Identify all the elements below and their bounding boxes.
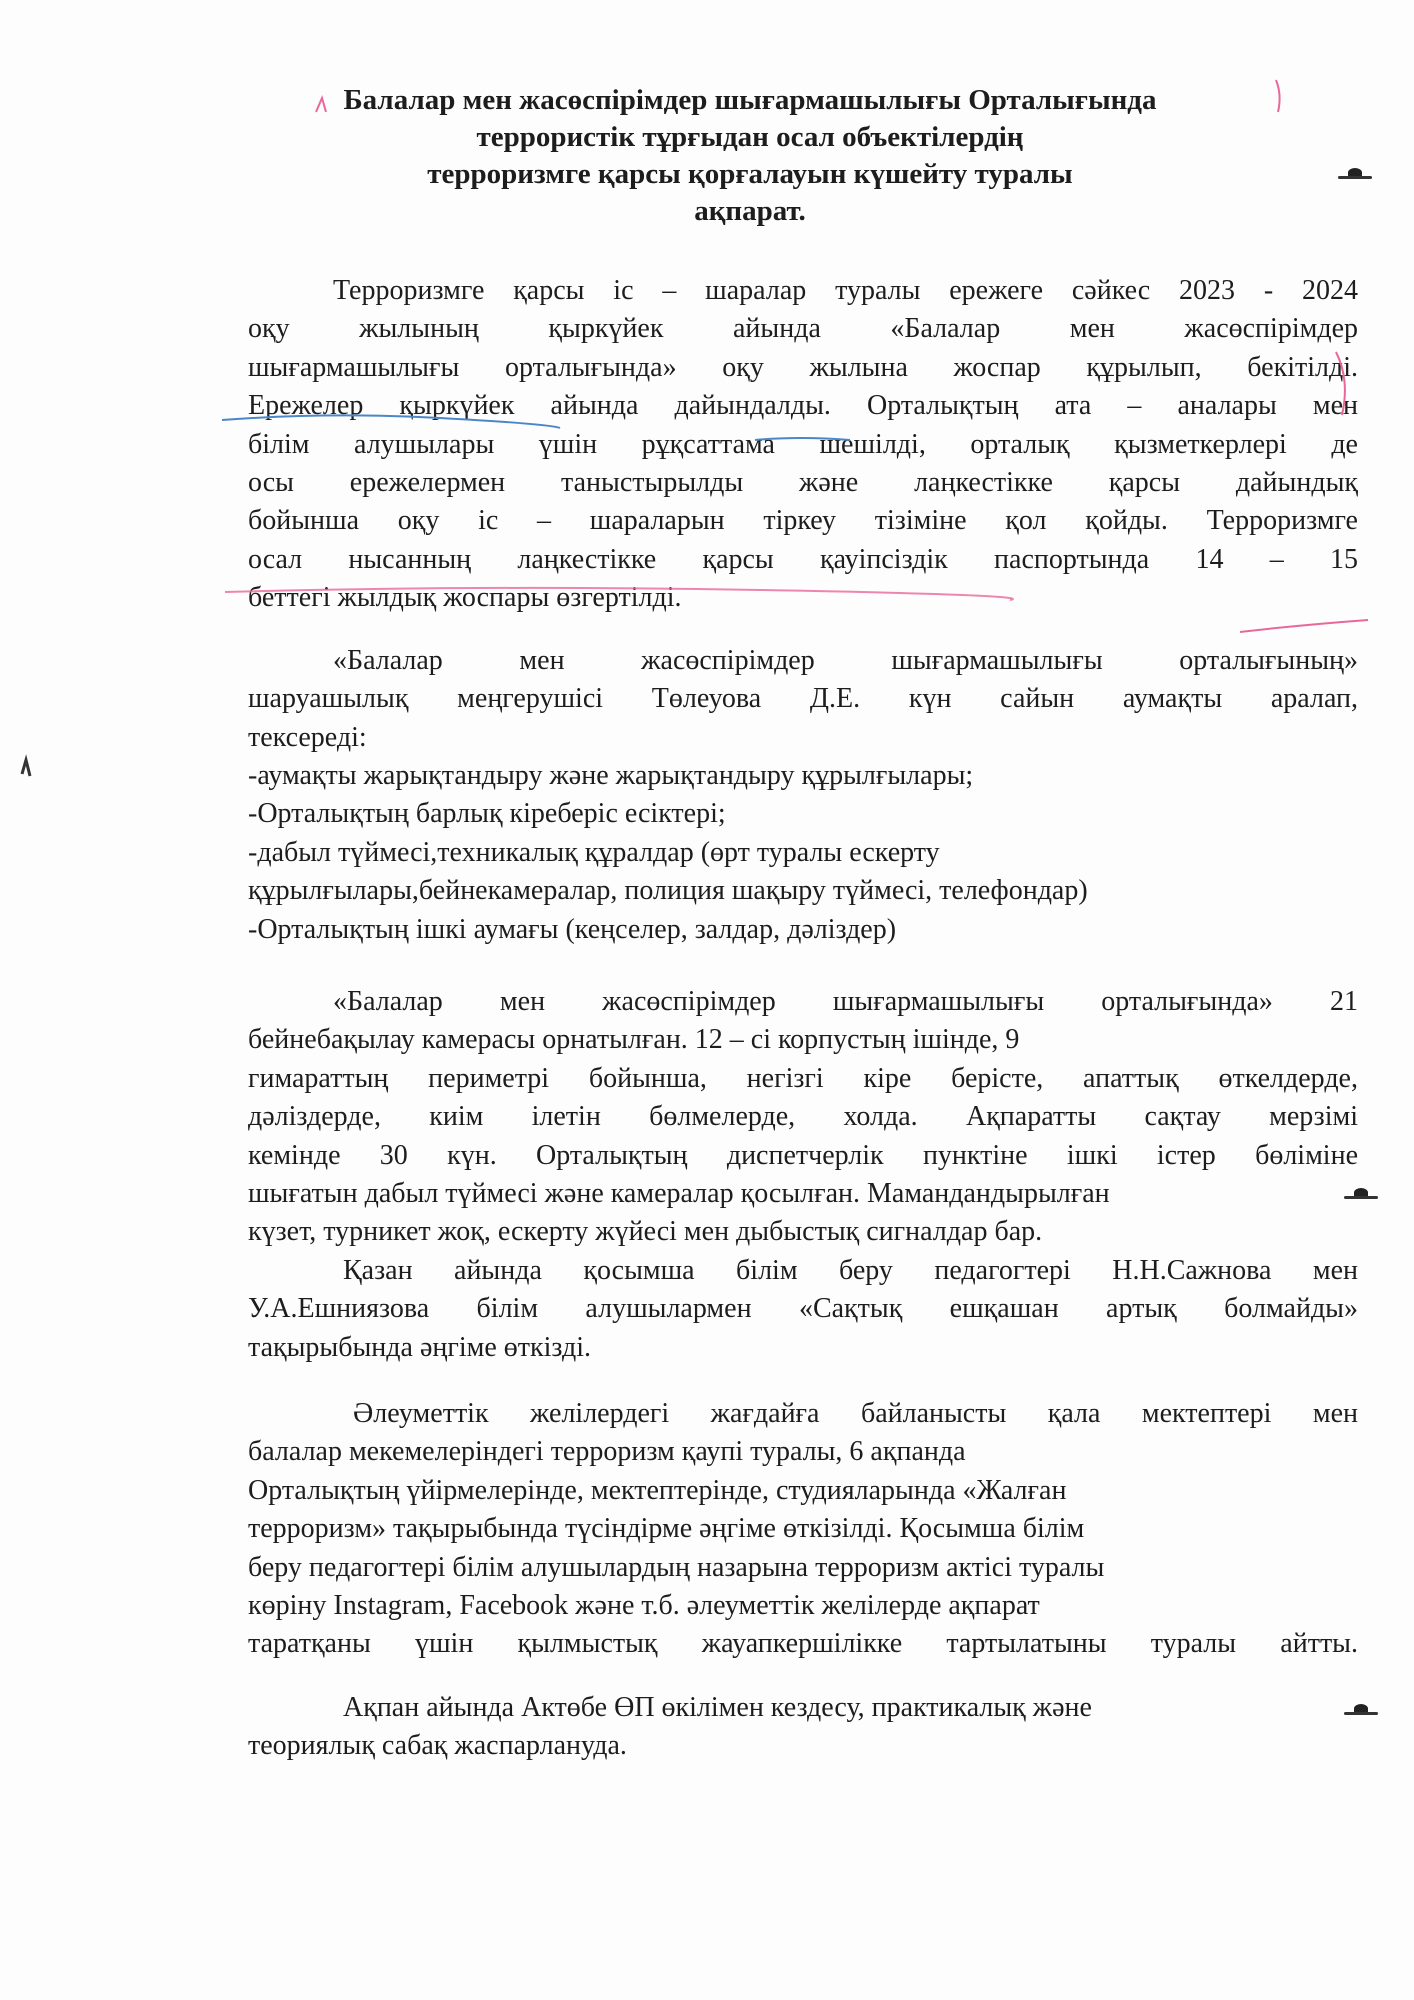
text-line: осы ережелермен таныстырылды және лаңкестікке қарсы дайындық [248, 467, 1358, 499]
paragraph-6 [248, 1689, 1358, 1766]
text-line: Ережелер қыркүйек айында дайындалды. Орталықтың ата – аналары мен [248, 390, 1358, 422]
text-line: тексереді: [248, 721, 367, 753]
paragraph-5 [248, 1395, 1358, 1664]
list-item: -Орталықтың ішкі аумағы (кеңселер, залдар, дәліздер) [248, 913, 897, 945]
text-line: тақырыбында әңгіме өткізді. [248, 1331, 591, 1363]
text-line: бейнебақылау камерасы орнатылған. 12 – сі корпустың ішінде, 9 [248, 1024, 1020, 1056]
title-line-2: террористік тұрғыдан осал объектілердің [476, 121, 1024, 153]
text-line: терроризм» тақырыбында түсіндірме әңгіме өткізілді. Қосымша білім [248, 1513, 1085, 1545]
paragraph-4 [248, 1252, 1358, 1367]
title-line-3: терроризмге қарсы қорғалауын күшейту туралы [427, 158, 1073, 190]
list-item: -Орталықтың барлық кіреберіс есіктері; [248, 798, 726, 830]
text-line: балалар мекемелеріндегі терроризм қаупі туралы, 6 ақпанда [248, 1436, 966, 1468]
text-line: беттегі жылдық жоспары өзгертілді. [248, 582, 682, 614]
text-line: Ақпан айында Актөбе ӨП өкілімен кездесу, практикалық және [343, 1692, 1092, 1723]
text-line: беру педагогтері білім алушылардың назарына терроризм актісі туралы [248, 1551, 1105, 1583]
text-line: «Балалар мен жасөспірімдер шығармашылығы орталығында» 21 [333, 986, 1358, 1017]
text-line: Терроризмге қарсы іс – шаралар туралы ережеге сәйкес 2023 - 2024 [333, 275, 1358, 306]
text-line: күзет, турникет жоқ, ескерту жүйесі мен дыбыстық сигналдар бар. [248, 1216, 1043, 1248]
title-line-4: ақпарат. [694, 195, 806, 227]
hole-punch-mark-icon [1344, 1704, 1378, 1718]
text-line: Әлеуметтік желілердегі жағдайға байланысты қала мектептері мен [353, 1398, 1358, 1429]
list-item: -дабыл түймесі,техникалық құралдар (өрт туралы ескерту [248, 836, 940, 868]
title-line-1: Балалар мен жасөспірімдер шығармашылығы Орталығында [343, 84, 1157, 116]
hole-punch-mark-icon [1338, 168, 1372, 182]
text-line: дәліздерде, киім ілетін бөлмелерде, холда. Ақпаратты сақтау мерзімі [248, 1101, 1358, 1133]
text-line: білім алушылары үшін рұқсаттама шешілді, орталық қызметкерлері де [248, 428, 1358, 460]
paragraph-2 [248, 642, 1358, 757]
inspection-list [248, 757, 1358, 949]
hole-punch-mark-icon [1344, 1188, 1378, 1202]
text-line: шығармашылығы орталығында» оқу жылына жоспар құрылып, бекітілді. [248, 351, 1358, 383]
paragraph-1 [248, 272, 1358, 618]
text-line: «Балалар мен жасөспірімдер шығармашылығы орталығының» [333, 645, 1358, 676]
text-line: бойынша оқу іс – шараларын тіркеу тізіміне қол қойды. Терроризмге [248, 505, 1358, 537]
text-line: У.А.Ешниязова білім алушылармен «Сақтық ешқашан артық болмайды» [248, 1293, 1358, 1325]
text-line: Қазан айында қосымша білім беру педагогтері Н.Н.Сажнова мен [343, 1255, 1358, 1286]
ink-speck [22, 760, 30, 776]
text-line: шаруашылық меңгерушісі Төлеуова Д.Е. күн сайын аумақты аралап, [248, 683, 1358, 715]
text-line: шығатын дабыл түймесі және камералар қосылған. Мамандандырылған [248, 1178, 1110, 1210]
text-line: гимараттың периметрі бойынша, негізгі кіре берісте, апаттық өткелдерде, [248, 1062, 1358, 1094]
text-line: көріну Instagram, Facebook және т.б. әлеуметтік желілерде ақпарат [248, 1590, 1040, 1622]
document-title [250, 82, 1250, 230]
pink-pen-mark [1240, 620, 1368, 632]
pink-pen-mark [1276, 80, 1280, 112]
list-item: құрылғылары,бейнекамералар, полиция шақыру түймесі, телефондар) [248, 875, 1088, 907]
text-line: кемінде 30 күн. Орталықтың диспетчерлік пунктіне ішкі істер бөліміне [248, 1139, 1358, 1171]
list-item: -аумақты жарықтандыру және жарықтандыру құрылғылары; [248, 760, 974, 791]
paragraph-3 [248, 983, 1358, 1252]
text-line: оқу жылының қыркүйек айында «Балалар мен жасөспірімдер [248, 313, 1358, 345]
text-line: таратқаны үшін қылмыстық жауапкершілікке тартылатыны туралы айтты. [248, 1628, 1358, 1660]
text-line: осал нысанның лаңкестікке қарсы қауіпсіздік паспортында 14 – 15 [248, 543, 1358, 575]
text-line: Орталықтың үйірмелерінде, мектептерінде, студияларында «Жалған [248, 1474, 1067, 1506]
text-line: теориялық сабақ жаспарлануда. [248, 1730, 627, 1762]
